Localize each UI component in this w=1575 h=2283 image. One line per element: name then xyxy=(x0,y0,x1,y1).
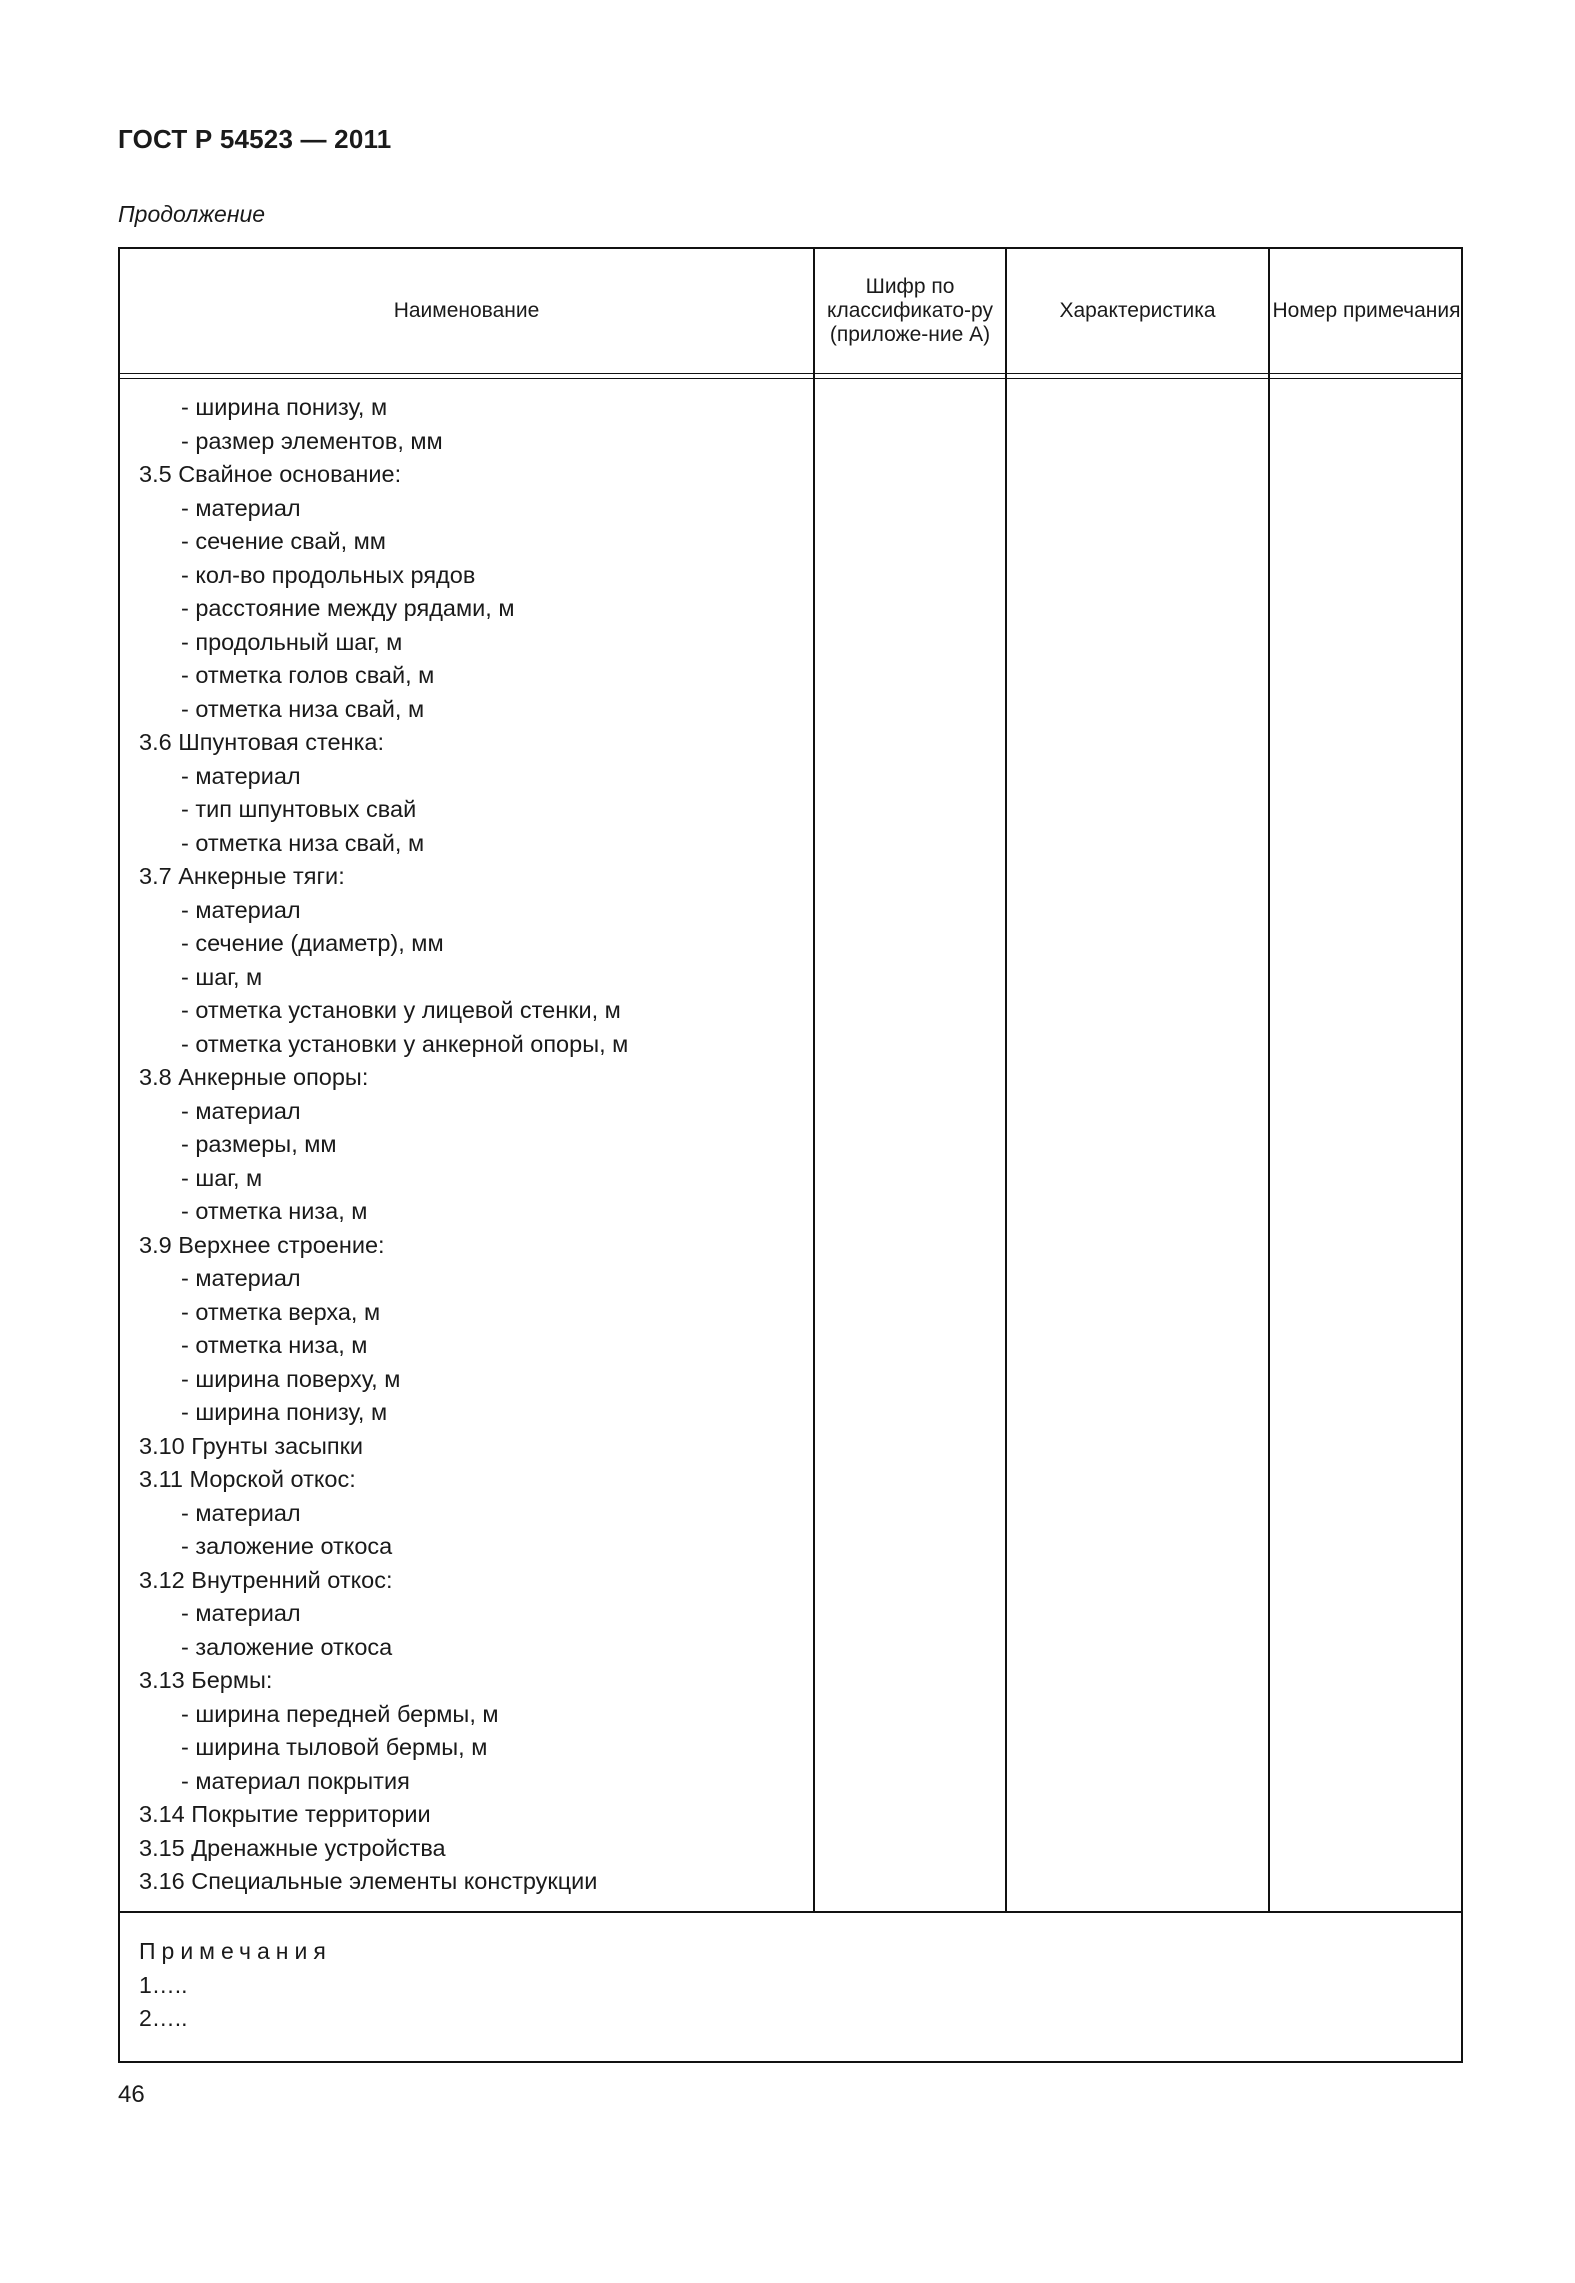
table-row: - ширина понизу, м xyxy=(181,394,388,420)
notes-section xyxy=(139,1935,332,2036)
table-row: - материал xyxy=(181,896,301,923)
table-row: 3.9 Верхнее строение: xyxy=(139,1231,385,1258)
header-divider-double xyxy=(120,378,1461,379)
table-row: - шаг, м xyxy=(181,1164,263,1191)
table-row: - материал xyxy=(181,494,301,521)
continuation-label: Продолжение xyxy=(118,201,266,227)
table-row: - тип шпунтовых свай xyxy=(181,796,417,822)
table-row: - ширина тыловой бермы, м xyxy=(181,1734,488,1760)
table-row: - материал xyxy=(181,762,301,789)
table-row: - отметка низа свай, м xyxy=(181,829,425,856)
table-row: 3.14 Покрытие территории xyxy=(139,1801,431,1827)
table-row: - отметка установки у лицевой стенки, м xyxy=(181,997,621,1023)
table-row: 3.15 Дренажные устройства xyxy=(139,1834,446,1861)
table-row: - материал покрытия xyxy=(181,1767,410,1794)
column-divider xyxy=(1005,249,1007,1913)
table-row: - материал xyxy=(181,1097,301,1124)
table-row: - заложение откоса xyxy=(181,1533,393,1559)
table-row: 3.7 Анкерные тяги: xyxy=(139,863,345,889)
note-item: 1….. xyxy=(139,1971,188,1998)
table-row: 3.11 Морской откос: xyxy=(139,1466,356,1492)
table-row: - ширина передней бермы, м xyxy=(181,1700,499,1727)
column-header-name: Наименование xyxy=(393,299,540,322)
table-row: 3.6 Шпунтовая стенка: xyxy=(139,729,384,755)
column-header-code: Шифр по классификато-ру (приложе-ние А) xyxy=(827,275,993,346)
table-row: - материал xyxy=(181,1265,301,1291)
table-body xyxy=(120,391,813,1899)
table-row: - сечение (диаметр), мм xyxy=(181,930,444,956)
table-row: - шаг, м xyxy=(181,963,263,990)
table-row: 3.5 Свайное основание: xyxy=(139,461,402,487)
column-divider xyxy=(1268,249,1270,1913)
table-row: - отметка низа свай, м xyxy=(181,695,425,722)
table-row: - отметка голов свай, м xyxy=(181,662,435,688)
table-row: - ширина поверху, м xyxy=(181,1365,401,1392)
note-item: 2….. xyxy=(139,2005,188,2031)
column-header-characteristic: Характеристика xyxy=(1059,299,1216,322)
table-row: 3.10 Грунты засыпки xyxy=(139,1432,364,1459)
table-row: - расстояние между рядами, м xyxy=(181,595,515,621)
table-row: 3.13 Бермы: xyxy=(139,1667,273,1693)
notes-divider xyxy=(120,1911,1461,1913)
table-row: 3.12 Внутренний откос: xyxy=(139,1566,393,1593)
table-row: - отметка верха, м xyxy=(181,1298,381,1325)
table-row: - материал xyxy=(181,1600,301,1626)
table-row: - отметка низа, м xyxy=(181,1198,368,1224)
header-divider xyxy=(120,373,1461,374)
table-row: - отметка установки у анкерной опоры, м xyxy=(181,1030,629,1057)
table-row: - кол-во продольных рядов xyxy=(181,561,476,588)
table-row: - продольный шаг, м xyxy=(181,628,403,655)
table-row: - материал xyxy=(181,1499,301,1526)
page-number: 46 xyxy=(118,2081,145,2108)
column-header-note-number: Номер примечания xyxy=(1272,299,1461,322)
table-row: - размеры, мм xyxy=(181,1131,337,1157)
specification-table xyxy=(118,247,1463,2063)
table-row: - ширина понизу, м xyxy=(181,1399,388,1425)
table-row: 3.16 Специальные элементы конструкции xyxy=(139,1868,598,1894)
table-row: - отметка низа, м xyxy=(181,1332,368,1358)
table-row: - заложение откоса xyxy=(181,1633,393,1660)
notes-title: Примечания xyxy=(139,1938,332,1964)
table-row: 3.8 Анкерные опоры: xyxy=(139,1064,369,1090)
document-title: ГОСТ Р 54523 — 2011 xyxy=(118,124,392,154)
table-row: - размер элементов, мм xyxy=(181,427,443,454)
table-row: - сечение свай, мм xyxy=(181,528,386,554)
column-divider xyxy=(813,249,815,1913)
